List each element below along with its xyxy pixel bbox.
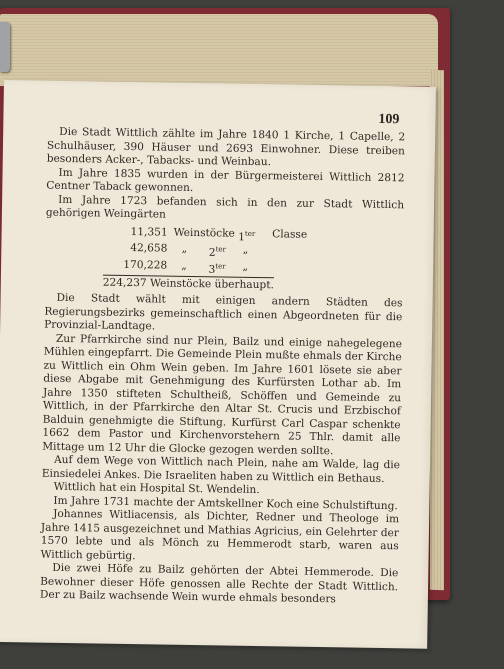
vine-class: Classe bbox=[272, 227, 308, 241]
vine-label: Weinstöcke bbox=[173, 226, 235, 240]
vine-label: „ bbox=[181, 242, 188, 255]
vine-total: 224,237 Weinstöcke überhaupt. bbox=[102, 276, 274, 292]
paragraph: Johannes Witliacensis, als Dichter, Redner und Theologe im Jahre 1415 ausgezeichnet und Mathias Agricius, ein Gelehrter der 1570 lebte und als Mönch zu Hemmerodt starb, waren aus Wittlich gebürtig. bbox=[40, 507, 400, 562]
page-text bbox=[40, 126, 405, 608]
vine-table bbox=[103, 225, 404, 294]
paragraph: Wittlich hat ein Hospital St. Wendelin. bbox=[53, 480, 260, 497]
vine-count: 11,351 bbox=[130, 225, 168, 239]
vine-class: „ bbox=[242, 243, 249, 256]
vine-count: 42,658 bbox=[130, 242, 168, 255]
vine-count: 170,228 bbox=[123, 258, 168, 272]
paragraph: Auf dem Wege von Wittlich nach Plein, nahe am Walde, lag die Einsiedelei Ankes. Die Israeliten haben zu Wittlich ein Bethaus. bbox=[41, 453, 401, 485]
vine-class-ordinal: $2^{ter}$ bbox=[208, 245, 226, 259]
page-number: 109 bbox=[378, 111, 400, 128]
vine-label: „ bbox=[181, 259, 187, 272]
paragraph: Zur Pfarrkirche sind nur Plein, Bailz und einige nahegelegene Mühlen eingepfarrt. Die Gemeinde Plein mußte ehmals der Kirche zu Wittlich ein Ohm Wein geben. Im Jahre 1601 lösete sie aber diese Abgabe mit Genehmigung des Kurfürsten Lothar ab. Im Jahre 1350 stifteten Schultheiß, Schöffen und Gemeinde zu Wittlich, in der Pfarrkirche den Altar St. Crucis und Erzbischof Balduin genehmigte die Stiftung. Kurfürst Carl Caspar schenkte 1662 dem Pastor und Kirchenvorstehern 25 Thlr. damit alle Mittage um 12 Uhr die Glocke gezogen werden sollte. bbox=[42, 332, 402, 457]
paragraph: Im Jahre 1731 machte der Amtskellner Koch eine Schulstiftung. bbox=[53, 494, 398, 512]
paragraph: Die Stadt Wittlich zählte im Jahre 1840 1 Kirche, 1 Capelle, 2 Schulhäuser, 390 Häuser und 2693 Einwohner. Diese treiben besonders Acker-, Tabacks- und Weinbau. bbox=[46, 125, 406, 169]
paragraph: Die Stadt wählt mit einigen andern Städten des Regierungsbezirks gemeinschaftlich einen Abgeordneten für die Provinzial-Landtage. bbox=[44, 291, 403, 333]
vine-class: „ bbox=[242, 260, 249, 273]
paragraph: Im Jahre 1723 befanden sich in den zur Stadt Wittlich gehörigen Weingärten bbox=[45, 193, 405, 221]
clasp-icon bbox=[0, 22, 10, 72]
paragraph: Im Jahre 1835 wurden in der Bürgermeisterei Wittlich 2812 Centner Taback gewonnen. bbox=[46, 166, 405, 194]
page-block-top bbox=[0, 14, 438, 86]
paragraph: Die zwei Höfe zu Bailz gehörten der Abtei Hemmerode. Die Bewohner dieser Höfe genossen alle Rechte der Stadt Wittlich. Der zu Bailz wachsende Wein wurde ehmals besonders bbox=[39, 561, 399, 606]
book-page bbox=[0, 80, 436, 649]
vine-class-ordinal: $3^{ter}$ bbox=[208, 261, 226, 276]
vine-class-ordinal: $1^{ter}$ bbox=[238, 229, 256, 243]
